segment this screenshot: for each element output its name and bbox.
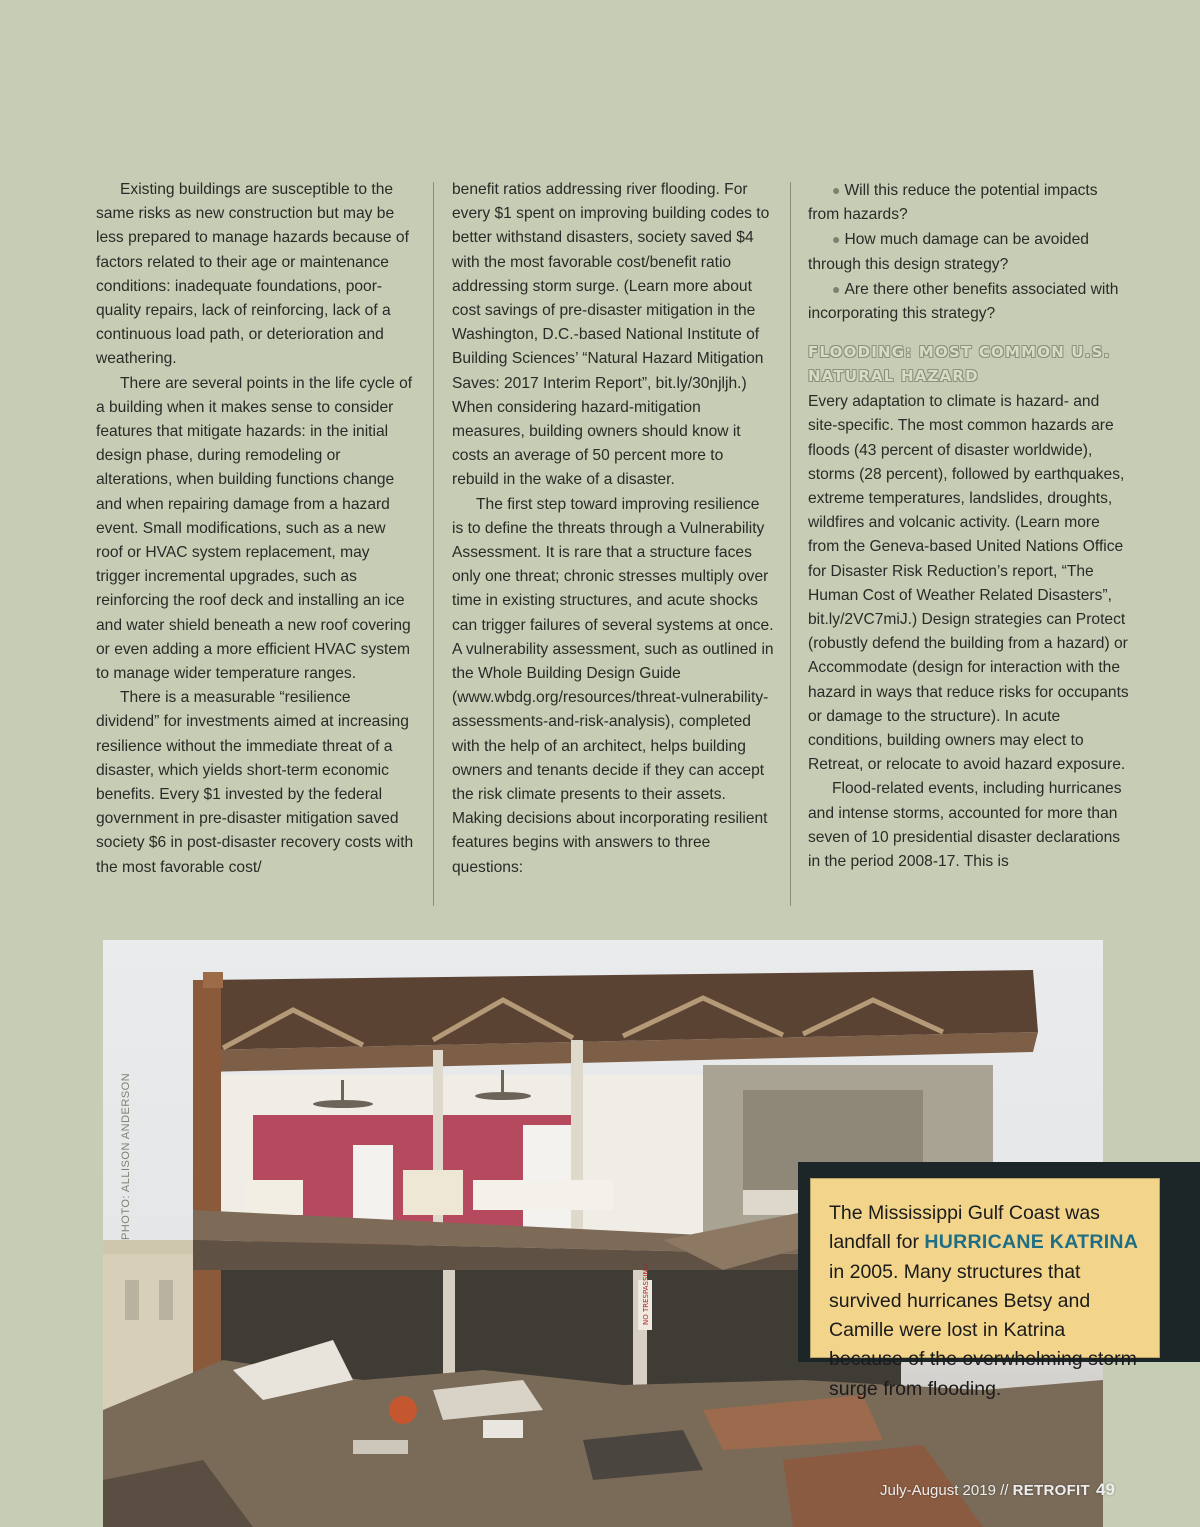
- bullet-dot-icon: ●: [832, 182, 841, 198]
- page-number: 49: [1095, 1480, 1115, 1499]
- sign-text: NO TRESPASSING: [642, 1263, 650, 1325]
- bullet-item: ● Will this reduce the potential impacts from hazards?: [808, 182, 1098, 224]
- article-column-2: [452, 178, 774, 880]
- bullet-item: ● Are there other benefits associated with incorporating this strategy?: [808, 280, 1119, 323]
- paragraph: Flood-related events, including hurricanes and intense storms, accounted for more than seven of 10 presidential disaster declarations in the period 2008-17. This is: [808, 780, 1122, 871]
- magazine-name: RETROFIT: [1012, 1482, 1090, 1499]
- paragraph: benefit ratios addressing river flooding. For every $1 spent on improving building codes to better withstand disasters, society saved $4 with the most favorable cost/benefit ratio addressing storm surge. (Learn more about cost savings of pre-disaster mitigation in the Washington, D.C.-based National Institute of Building Sciences’ “Natural Hazard Mitigation Saves: 2017 Interim Report”, bit.ly/30njljh.) When considering hazard-mitigation measures, building owners should know it costs an average of 50 percent more to rebuild in the wake of a disaster.: [452, 181, 770, 489]
- article-column-3: [808, 178, 1130, 874]
- paragraph: The first step toward improving resilience is to define the threats through a Vulnerability Assessment. It is rare that a structure faces only one threat; chronic stresses multiply over time in existing structures, and acute shocks can trigger failures of several systems at once. A vulnerability assessment, such as outlined in the Whole Building Design Guide (www.wbdg.org/resources/threat-vulnerability-assessments-and-risk-analysis), completed with the help of an architect, helps building owners and tenants decide if they can accept the risk climate presents to their assets. Making decisions about incorporating resilient features begins with answers to three questions:: [452, 495, 774, 876]
- photo-caption: The Mississippi Gulf Coast was landfall for HURRICANE KATRINA in 2005. Many structures that survived hurricanes Betsy and Camille were lost in Katrina because of the overwhelming storm surge from flooding.: [810, 1178, 1160, 1358]
- section-subhead: FLOODING: MOST COMMON U.S. NATURAL HAZARD: [808, 343, 1111, 386]
- page-footer: [880, 1480, 1115, 1504]
- bullet-item: ● How much damage can be avoided through this design strategy?: [808, 231, 1089, 273]
- bullet-dot-icon: ●: [832, 280, 841, 297]
- paragraph: Existing buildings are susceptible to the same risks as new construction but may be less prepared to manage hazards because of factors related to their age or maintenance conditions: inadequate foundations, poor-quality repairs, lack of reinforcing, lack of a continuous load path, or deterioration and weathering.: [96, 181, 409, 368]
- paragraph: There is a measurable “resilience dividend” for investments aimed at increasing resilience without the immediate threat of a disaster, which yields short-term economic benefits. Every $1 invested by the federal government in pre-disaster mitigation saved society $6 in post-disaster recovery costs with the most favorable cost/: [96, 689, 414, 876]
- column-divider: [790, 182, 791, 906]
- photo-credit: PHOTO: ALLISON ANDERSON: [120, 1072, 132, 1240]
- issue-date: July-August 2019 //: [880, 1482, 1013, 1499]
- paragraph: Every adaptation to climate is hazard- and site-specific. The most common hazards are floods (43 percent of disaster worldwide), storms (28 percent), followed by earthquakes, extreme temperatures, landslides, droughts, wildfires and volcanic activity. (Learn more from the Geneva-based United Nations Office for Disaster Risk Reduction’s report, “The Human Cost of Weather Related Disasters”, bit.ly/2VC7miJ.) Design strategies can Protect (robustly defend the building from a hazard) or Accommodate (design for interaction with the hazard in ways that reduce risks for occupants or damage to the structure). In acute conditions, building owners may elect to Retreat, or relocate to avoid hazard exposure.: [808, 393, 1129, 774]
- caption-highlight: HURRICANE KATRINA: [924, 1231, 1139, 1254]
- paragraph: There are several points in the life cycle of a building when it makes sense to consider features that mitigate hazards: in the initial design phase, during remodeling or alterations, when building functions change and when repairing damage from a hazard event. Small modifications, such as a new roof or HVAC system replacement, may trigger incremental upgrades, such as reinforcing the roof deck and installing an ice and water shield beneath a new roof covering or even adding a more efficient HVAC system to manage wider temperature ranges.: [96, 374, 413, 683]
- column-divider: [433, 182, 434, 906]
- bullet-dot-icon: ●: [832, 231, 841, 248]
- article-column-1: [96, 178, 416, 880]
